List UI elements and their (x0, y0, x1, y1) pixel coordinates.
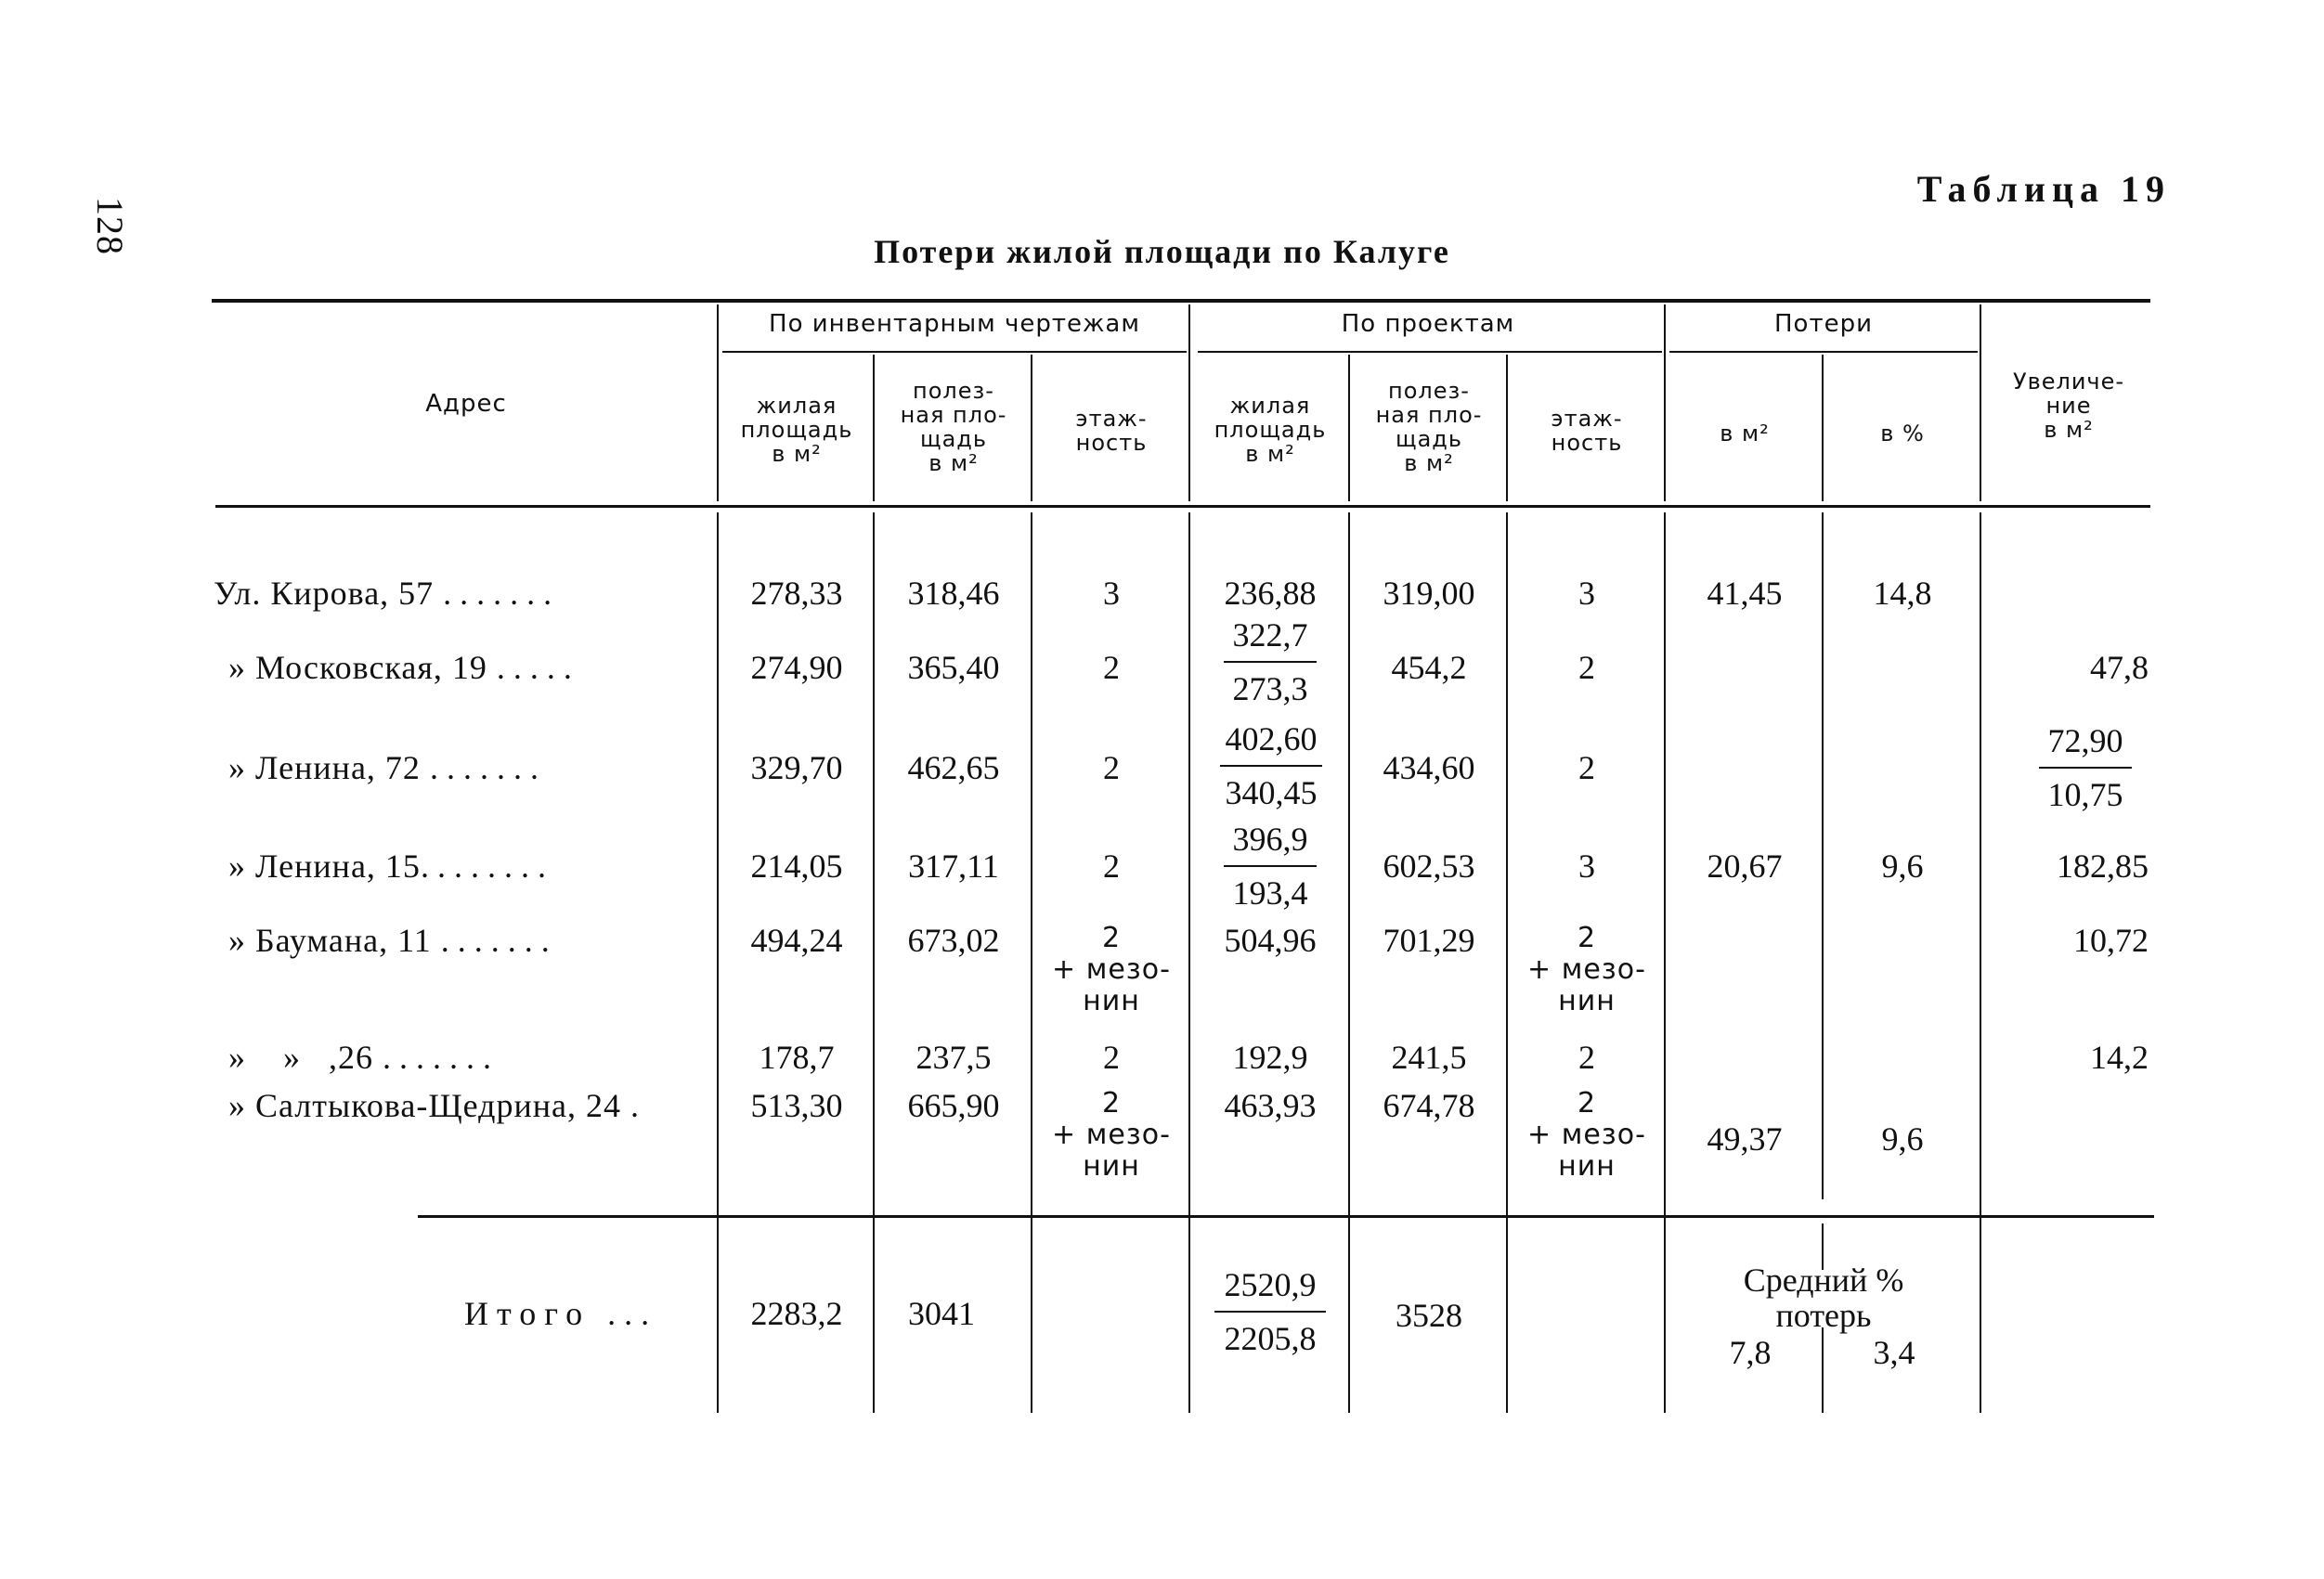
cell-proj-useful: 434,60 (1383, 749, 1475, 786)
cell-inv-living: 494,24 (750, 922, 843, 959)
cell-proj-living-fraction (1224, 616, 1317, 707)
subheader-rule-projects (1198, 351, 1662, 353)
cell-loss-m2: 20,67 (1707, 848, 1783, 885)
total-inv-useful: 3041 (908, 1295, 975, 1332)
fraction-numerator: 322,7 (1224, 616, 1317, 663)
cell-increase: 14,2 (2090, 1039, 2149, 1076)
header-col-divider (717, 304, 719, 501)
header-group-losses: Потери (1773, 310, 1873, 338)
average-loss-m2: 7,8 (1729, 1334, 1772, 1371)
cell-inv-useful: 665,90 (907, 1087, 1000, 1124)
cell-inv-floors: 3 (1103, 575, 1120, 612)
total-proj-living-fraction (1214, 1266, 1326, 1357)
cell-increase: 182,85 (2057, 848, 2149, 885)
header-col-divider (1506, 355, 1508, 501)
fraction-denominator: 273,3 (1232, 670, 1308, 707)
row-address: » Ленина, 72 ....... (228, 749, 547, 786)
cell-increase: 47,8 (2090, 649, 2149, 686)
total-inv-living: 2283,2 (750, 1295, 843, 1332)
header-group-projects: По проектам (1341, 310, 1515, 338)
cell-proj-useful: 674,78 (1383, 1087, 1475, 1124)
row-address: » Салтыкова-Щедрина, 24 . (228, 1087, 647, 1124)
cell-proj-floors: 2 + мезо- нин (1527, 1087, 1646, 1183)
body-col-divider (1822, 1327, 1824, 1413)
body-col-divider (1664, 512, 1666, 1413)
cell-inv-living: 513,30 (750, 1087, 843, 1124)
cell-proj-living: 463,93 (1224, 1087, 1317, 1124)
cell-proj-useful: 602,53 (1383, 848, 1475, 885)
fraction-denominator: 10,75 (2047, 776, 2123, 813)
cell-proj-living-fraction (1224, 821, 1317, 912)
subheader-rule-inventory (722, 351, 1187, 353)
fraction-numerator: 2520,9 (1214, 1266, 1326, 1313)
total-rule (418, 1215, 2154, 1218)
body-col-divider (1822, 512, 1824, 1199)
header-loss-m2: в м² (1720, 421, 1770, 447)
row-address: » Ленина, 15........ (228, 848, 554, 885)
cell-inv-living: 278,33 (750, 575, 843, 612)
header-col-divider (873, 355, 875, 501)
page-number: 128 (89, 197, 131, 255)
header-proj-useful: полез- ная пло- щадь в м² (1375, 378, 1483, 476)
body-col-divider (1506, 512, 1508, 1413)
cell-loss-m2: 49,37 (1707, 1120, 1783, 1158)
cell-proj-floors: 2 + мезо- нин (1527, 922, 1646, 1017)
total-proj-useful: 3528 (1396, 1297, 1462, 1334)
header-loss-pct: в % (1880, 421, 1925, 447)
cell-inv-useful: 673,02 (907, 922, 1000, 959)
header-group-inventory: По инвентарным чертежам (769, 310, 1140, 338)
average-loss-label: Средний % потерь (1743, 1262, 1904, 1334)
table-caption: Потери жилой площади по Калуге (874, 233, 1450, 270)
body-col-divider (873, 512, 875, 1413)
body-col-divider (717, 512, 719, 1413)
cell-proj-useful: 701,29 (1383, 922, 1475, 959)
cell-loss-pct: 9,6 (1881, 1120, 1924, 1158)
cell-proj-living: 504,96 (1224, 922, 1317, 959)
cell-inv-living: 214,05 (750, 848, 843, 885)
header-col-divider (1980, 304, 1981, 501)
cell-proj-floors: 2 (1578, 749, 1595, 786)
table-top-rule (212, 299, 2150, 303)
cell-inv-useful: 365,40 (907, 649, 1000, 686)
cell-proj-useful: 454,2 (1391, 649, 1467, 686)
header-col-divider (1348, 355, 1350, 501)
cell-inv-floors: 2 (1103, 749, 1120, 786)
header-proj-living: жилая площадь в м² (1214, 393, 1327, 467)
body-col-divider (1348, 512, 1350, 1413)
cell-proj-living: 236,88 (1224, 575, 1317, 612)
cell-inv-useful: 317,11 (908, 848, 999, 885)
cell-inv-floors: 2 + мезо- нин (1052, 1087, 1171, 1183)
cell-inv-floors: 2 + мезо- нин (1052, 922, 1171, 1017)
cell-inv-useful: 318,46 (907, 575, 1000, 612)
cell-increase-fraction (2039, 722, 2132, 813)
cell-proj-floors: 2 (1578, 649, 1595, 686)
fraction-numerator: 402,60 (1220, 720, 1322, 767)
fraction-denominator: 193,4 (1232, 874, 1308, 912)
header-col-divider (1031, 355, 1032, 501)
table-label: Таблица 19 (1916, 168, 2171, 210)
header-bottom-rule (215, 505, 2150, 508)
cell-inv-floors: 2 (1103, 649, 1120, 686)
cell-inv-living: 274,90 (750, 649, 843, 686)
header-increase: Увеличе- ние в м² (2012, 369, 2125, 443)
average-loss-pct: 3,4 (1873, 1334, 1915, 1371)
cell-increase: 10,72 (2073, 922, 2149, 959)
cell-proj-useful: 319,00 (1383, 575, 1475, 612)
body-col-divider (1031, 512, 1032, 1413)
cell-proj-floors: 3 (1578, 848, 1595, 885)
header-inv-living: жилая площадь в м² (740, 393, 853, 467)
fraction-denominator: 340,45 (1225, 774, 1318, 811)
row-address: » Московская, 19 ..... (228, 649, 580, 686)
cell-inv-useful: 462,65 (907, 749, 1000, 786)
cell-proj-living: 192,9 (1232, 1039, 1308, 1076)
cell-proj-living-fraction (1220, 720, 1322, 811)
header-col-divider (1188, 304, 1190, 501)
header-inv-useful: полез- ная пло- щадь в м² (900, 378, 1007, 476)
fraction-numerator: 396,9 (1224, 821, 1317, 867)
header-address: Адрес (425, 390, 507, 418)
cell-inv-living: 178,7 (759, 1039, 835, 1076)
row-address: » » ,26 ....... (228, 1039, 500, 1076)
cell-proj-useful: 241,5 (1391, 1039, 1467, 1076)
cell-proj-floors: 3 (1578, 575, 1595, 612)
cell-loss-pct: 9,6 (1881, 848, 1924, 885)
fraction-denominator: 2205,8 (1224, 1320, 1317, 1357)
body-col-divider (1188, 512, 1190, 1413)
cell-inv-living: 329,70 (750, 749, 843, 786)
cell-loss-m2: 41,45 (1707, 575, 1783, 612)
header-col-divider (1822, 355, 1824, 501)
cell-loss-pct: 14,8 (1873, 575, 1932, 612)
cell-proj-floors: 2 (1578, 1039, 1595, 1076)
row-address: » Баумана, 11 ....... (228, 922, 558, 959)
row-address: Ул. Кирова, 57 ....... (214, 575, 561, 612)
cell-inv-useful: 237,5 (915, 1039, 992, 1076)
body-col-divider (1980, 512, 1981, 1413)
header-col-divider (1664, 304, 1666, 501)
subheader-rule-losses (1669, 351, 1978, 353)
header-proj-floors: этаж- ность (1551, 406, 1623, 456)
header-inv-floors: этаж- ность (1075, 406, 1148, 456)
cell-inv-floors: 2 (1103, 1039, 1120, 1076)
cell-inv-floors: 2 (1103, 848, 1120, 885)
total-label: Итого ... (464, 1295, 658, 1332)
fraction-numerator: 72,90 (2039, 722, 2132, 769)
